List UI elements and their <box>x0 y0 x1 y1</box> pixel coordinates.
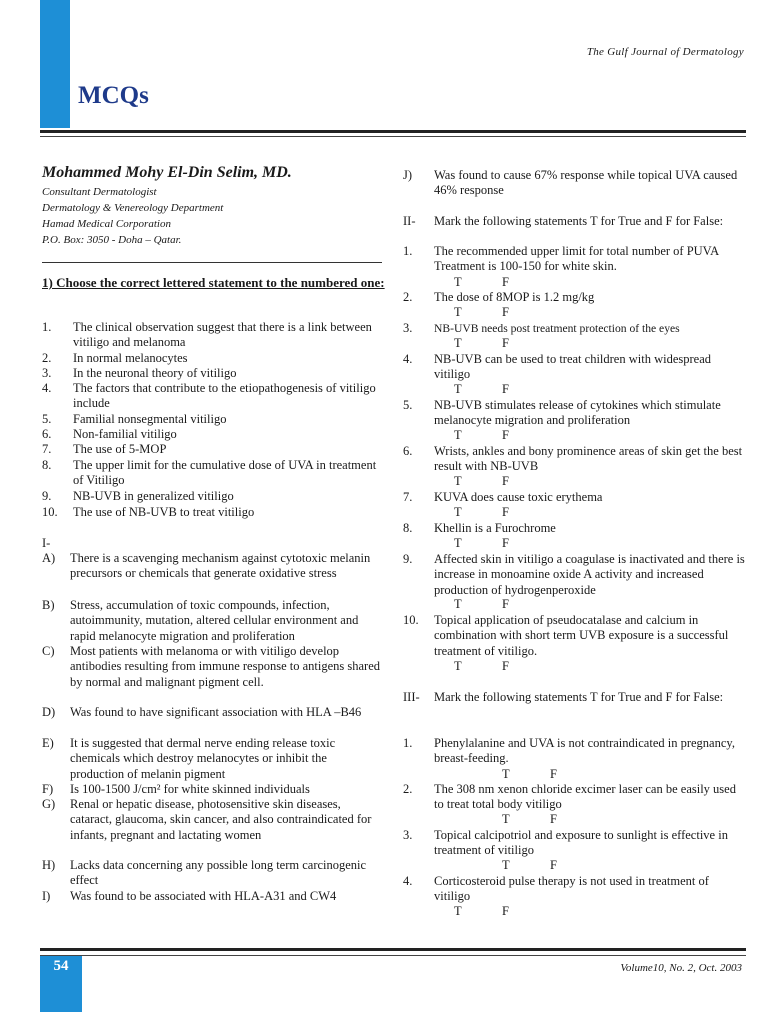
tf-statement: Topical application of pseudocatalase and calcium in combination with short term UVB exposure is a successful treatment of vitiligo. <box>434 613 729 658</box>
item-number: 8. <box>42 458 52 472</box>
lettered-item: Stress, accumulation of toxic compounds, infection, autoimmunity, mutation, altered cellular environment and rapid melanocyte migration and proliferation <box>70 598 359 643</box>
false-option[interactable]: F <box>502 474 509 488</box>
item-number: 5. <box>42 412 52 426</box>
header-rule <box>40 130 746 133</box>
item-number: 4. <box>42 381 52 395</box>
lettered-item: Was found to cause 67% response while topical UVA caused 46% response <box>434 168 738 198</box>
numbered-item: In normal melanocytes <box>73 351 188 365</box>
item-number: 2. <box>403 782 413 796</box>
item-number: 2. <box>403 290 413 304</box>
tf-statement: NB-UVB needs post treatment protection of the eyes <box>434 322 680 335</box>
item-number: 7. <box>403 490 413 504</box>
false-option[interactable]: F <box>502 659 509 673</box>
true-option[interactable]: T <box>454 659 462 673</box>
tf-options <box>502 812 598 827</box>
volume-info: Volume10, No. 2, Oct. 2003 <box>620 962 742 974</box>
numbered-item: The clinical observation suggest that there is a link between vitiligo and melanoma <box>73 320 372 350</box>
item-letter: J) <box>403 168 413 182</box>
item-letter: I) <box>42 889 51 903</box>
tf-statement: KUVA does cause toxic erythema <box>434 490 603 504</box>
tf-statement: Affected skin in vitiligo a coagulase is inactivated and there is increase in monoamine oxide A activity and increased production of hydrogenperoxide <box>434 552 745 597</box>
true-option[interactable]: T <box>454 597 462 611</box>
author-affiliation: Hamad Medical Corporation <box>42 218 171 230</box>
false-option[interactable]: F <box>550 858 557 872</box>
item-number: 6. <box>42 427 52 441</box>
part2-label: II- <box>403 214 416 228</box>
numbered-item: Familial nonsegmental vitiligo <box>73 412 227 426</box>
true-option[interactable]: T <box>454 336 462 350</box>
lettered-item: Was found to be associated with HLA-A31 and CW4 <box>70 889 337 903</box>
tf-statement: Topical calcipotriol and exposure to sunlight is effective in treatment of vitiligo <box>434 828 728 858</box>
false-option[interactable]: F <box>502 428 509 442</box>
item-number: 6. <box>403 444 413 458</box>
lettered-label: I- <box>42 536 51 550</box>
tf-statement: Wrists, ankles and bony prominence areas of skin get the best result with NB-UVB <box>434 444 743 474</box>
lettered-item: It is suggested that dermal nerve ending release toxic chemicals which destroy melanocytes or inhibit the production of melanin pigment <box>70 736 336 781</box>
tf-options <box>502 858 598 873</box>
part2-instruction: Mark the following statements T for True and F for False: <box>434 214 724 228</box>
tf-options <box>454 305 550 320</box>
false-option[interactable]: F <box>502 305 509 319</box>
lettered-item: Lacks data concerning any possible long term carcinogenic effect <box>70 858 367 888</box>
item-number: 9. <box>42 489 52 503</box>
item-number: 5. <box>403 398 413 412</box>
tf-statement: The dose of 8MOP is 1.2 mg/kg <box>434 290 595 304</box>
part1-heading: 1) Choose the correct lettered statement to the numbered one: <box>42 275 385 290</box>
part3-label: III- <box>403 690 420 704</box>
false-option[interactable]: F <box>502 597 509 611</box>
item-letter: A) <box>42 551 56 565</box>
tf-options <box>454 659 550 674</box>
lettered-item: There is a scavenging mechanism against cytotoxic melanin precursors or chemicals that generate oxidative stress <box>70 551 371 581</box>
true-option[interactable]: T <box>454 474 462 488</box>
tf-options <box>502 767 598 782</box>
numbered-item: In the neuronal theory of vitiligo <box>73 366 237 380</box>
tf-options <box>454 904 550 919</box>
true-option[interactable]: T <box>454 428 462 442</box>
numbered-item: The use of 5-MOP <box>73 442 167 456</box>
true-option[interactable]: T <box>454 382 462 396</box>
footer-rule-thin <box>40 955 746 956</box>
false-option[interactable]: F <box>502 904 509 918</box>
header-accent-bar <box>40 0 70 128</box>
numbered-item: The use of NB-UVB to treat vitiligo <box>73 505 255 519</box>
item-number: 3. <box>42 366 52 380</box>
journal-name: The Gulf Journal of Dermatology <box>586 46 744 58</box>
tf-options <box>454 336 550 351</box>
item-number: 1. <box>42 320 52 334</box>
lettered-item: Was found to have significant association with HLA –B46 <box>70 705 362 719</box>
item-number: 3. <box>403 828 413 842</box>
numbered-item: Non-familial vitiligo <box>73 427 177 441</box>
author-affiliation: Dermatology & Venereology Department <box>42 202 224 214</box>
header-rule-thin <box>40 136 746 137</box>
author-name: Mohammed Mohy El-Din Selim, MD. <box>42 164 292 181</box>
page-number: 54 <box>53 958 69 974</box>
item-letter: C) <box>42 644 55 658</box>
tf-options <box>454 597 550 612</box>
item-letter: H) <box>42 858 56 872</box>
false-option[interactable]: F <box>502 275 509 289</box>
item-number: 8. <box>403 521 413 535</box>
item-number: 10. <box>42 505 58 519</box>
true-option[interactable]: T <box>454 505 462 519</box>
item-letter: B) <box>42 598 55 612</box>
tf-statement: The 308 nm xenon chloride excimer laser can be easily used to treat total body vitiligo <box>434 782 736 812</box>
false-option[interactable]: F <box>502 536 509 550</box>
false-option[interactable]: F <box>502 505 509 519</box>
true-option[interactable]: T <box>502 767 510 781</box>
true-option[interactable]: T <box>454 904 462 918</box>
false-option[interactable]: F <box>550 812 557 826</box>
lettered-item: Is 100-1500 J/cm² for white skinned individuals <box>70 782 310 796</box>
lettered-item: Renal or hepatic disease, photosensitive skin diseases, cataract, glaucoma, skin cancer, and also contraindicated for infants, pregnant and lactating women <box>70 797 372 842</box>
lettered-item: Most patients with melanoma or with vitiligo develop antibodies resulting from immune response to antigens shared by normal and malignant pigment cell. <box>70 644 381 689</box>
section-title: MCQs <box>78 82 149 109</box>
tf-options <box>454 474 550 489</box>
tf-options <box>454 536 550 551</box>
tf-statement: Corticosteroid pulse therapy is not used in treatment of vitiligo <box>434 874 709 904</box>
tf-statement: The recommended upper limit for total number of PUVA Treatment is 100-150 for white skin. <box>434 244 719 274</box>
item-number: 1. <box>403 736 413 750</box>
item-number: 9. <box>403 552 413 566</box>
tf-statement: Phenylalanine and UVA is not contraindicated in pregnancy, breast-feeding. <box>434 736 735 766</box>
tf-statement: NB-UVB can be used to treat children with widespread vitiligo <box>434 352 712 382</box>
false-option[interactable]: F <box>502 382 509 396</box>
false-option[interactable]: F <box>550 767 557 781</box>
item-letter: G) <box>42 797 56 811</box>
numbered-item: The factors that contribute to the etiopathogenesis of vitiligo include <box>73 381 376 411</box>
true-option[interactable]: T <box>454 536 462 550</box>
numbered-item: NB-UVB in generalized vitiligo <box>73 489 234 503</box>
item-number: 1. <box>403 244 413 258</box>
item-number: 10. <box>403 613 419 627</box>
footer-rule <box>40 948 746 951</box>
item-number: 3. <box>403 321 413 335</box>
divider <box>42 262 382 263</box>
author-affiliation: P.O. Box: 3050 - Doha – Qatar. <box>42 234 182 246</box>
true-option[interactable]: T <box>502 812 510 826</box>
tf-statement: Khellin is a Furochrome <box>434 521 556 535</box>
tf-options <box>454 428 550 443</box>
item-letter: D) <box>42 705 56 719</box>
item-number: 2. <box>42 351 52 365</box>
true-option[interactable]: T <box>454 275 462 289</box>
true-option[interactable]: T <box>502 858 510 872</box>
author-affiliation: Consultant Dermatologist <box>42 186 157 198</box>
item-letter: F) <box>42 782 54 796</box>
false-option[interactable]: F <box>502 336 509 350</box>
item-number: 4. <box>403 352 413 366</box>
tf-options <box>454 275 550 290</box>
item-letter: E) <box>42 736 54 750</box>
numbered-item: The upper limit for the cumulative dose of UVA in treatment of Vitiligo <box>73 458 377 488</box>
part3-instruction: Mark the following statements T for True and F for False: <box>434 690 724 704</box>
item-number: 7. <box>42 442 52 456</box>
true-option[interactable]: T <box>454 305 462 319</box>
tf-statement: NB-UVB stimulates release of cytokines which stimulate melanocyte migration and proliferation <box>434 398 721 428</box>
tf-options <box>454 382 550 397</box>
item-number: 4. <box>403 874 413 888</box>
tf-options <box>454 505 550 520</box>
